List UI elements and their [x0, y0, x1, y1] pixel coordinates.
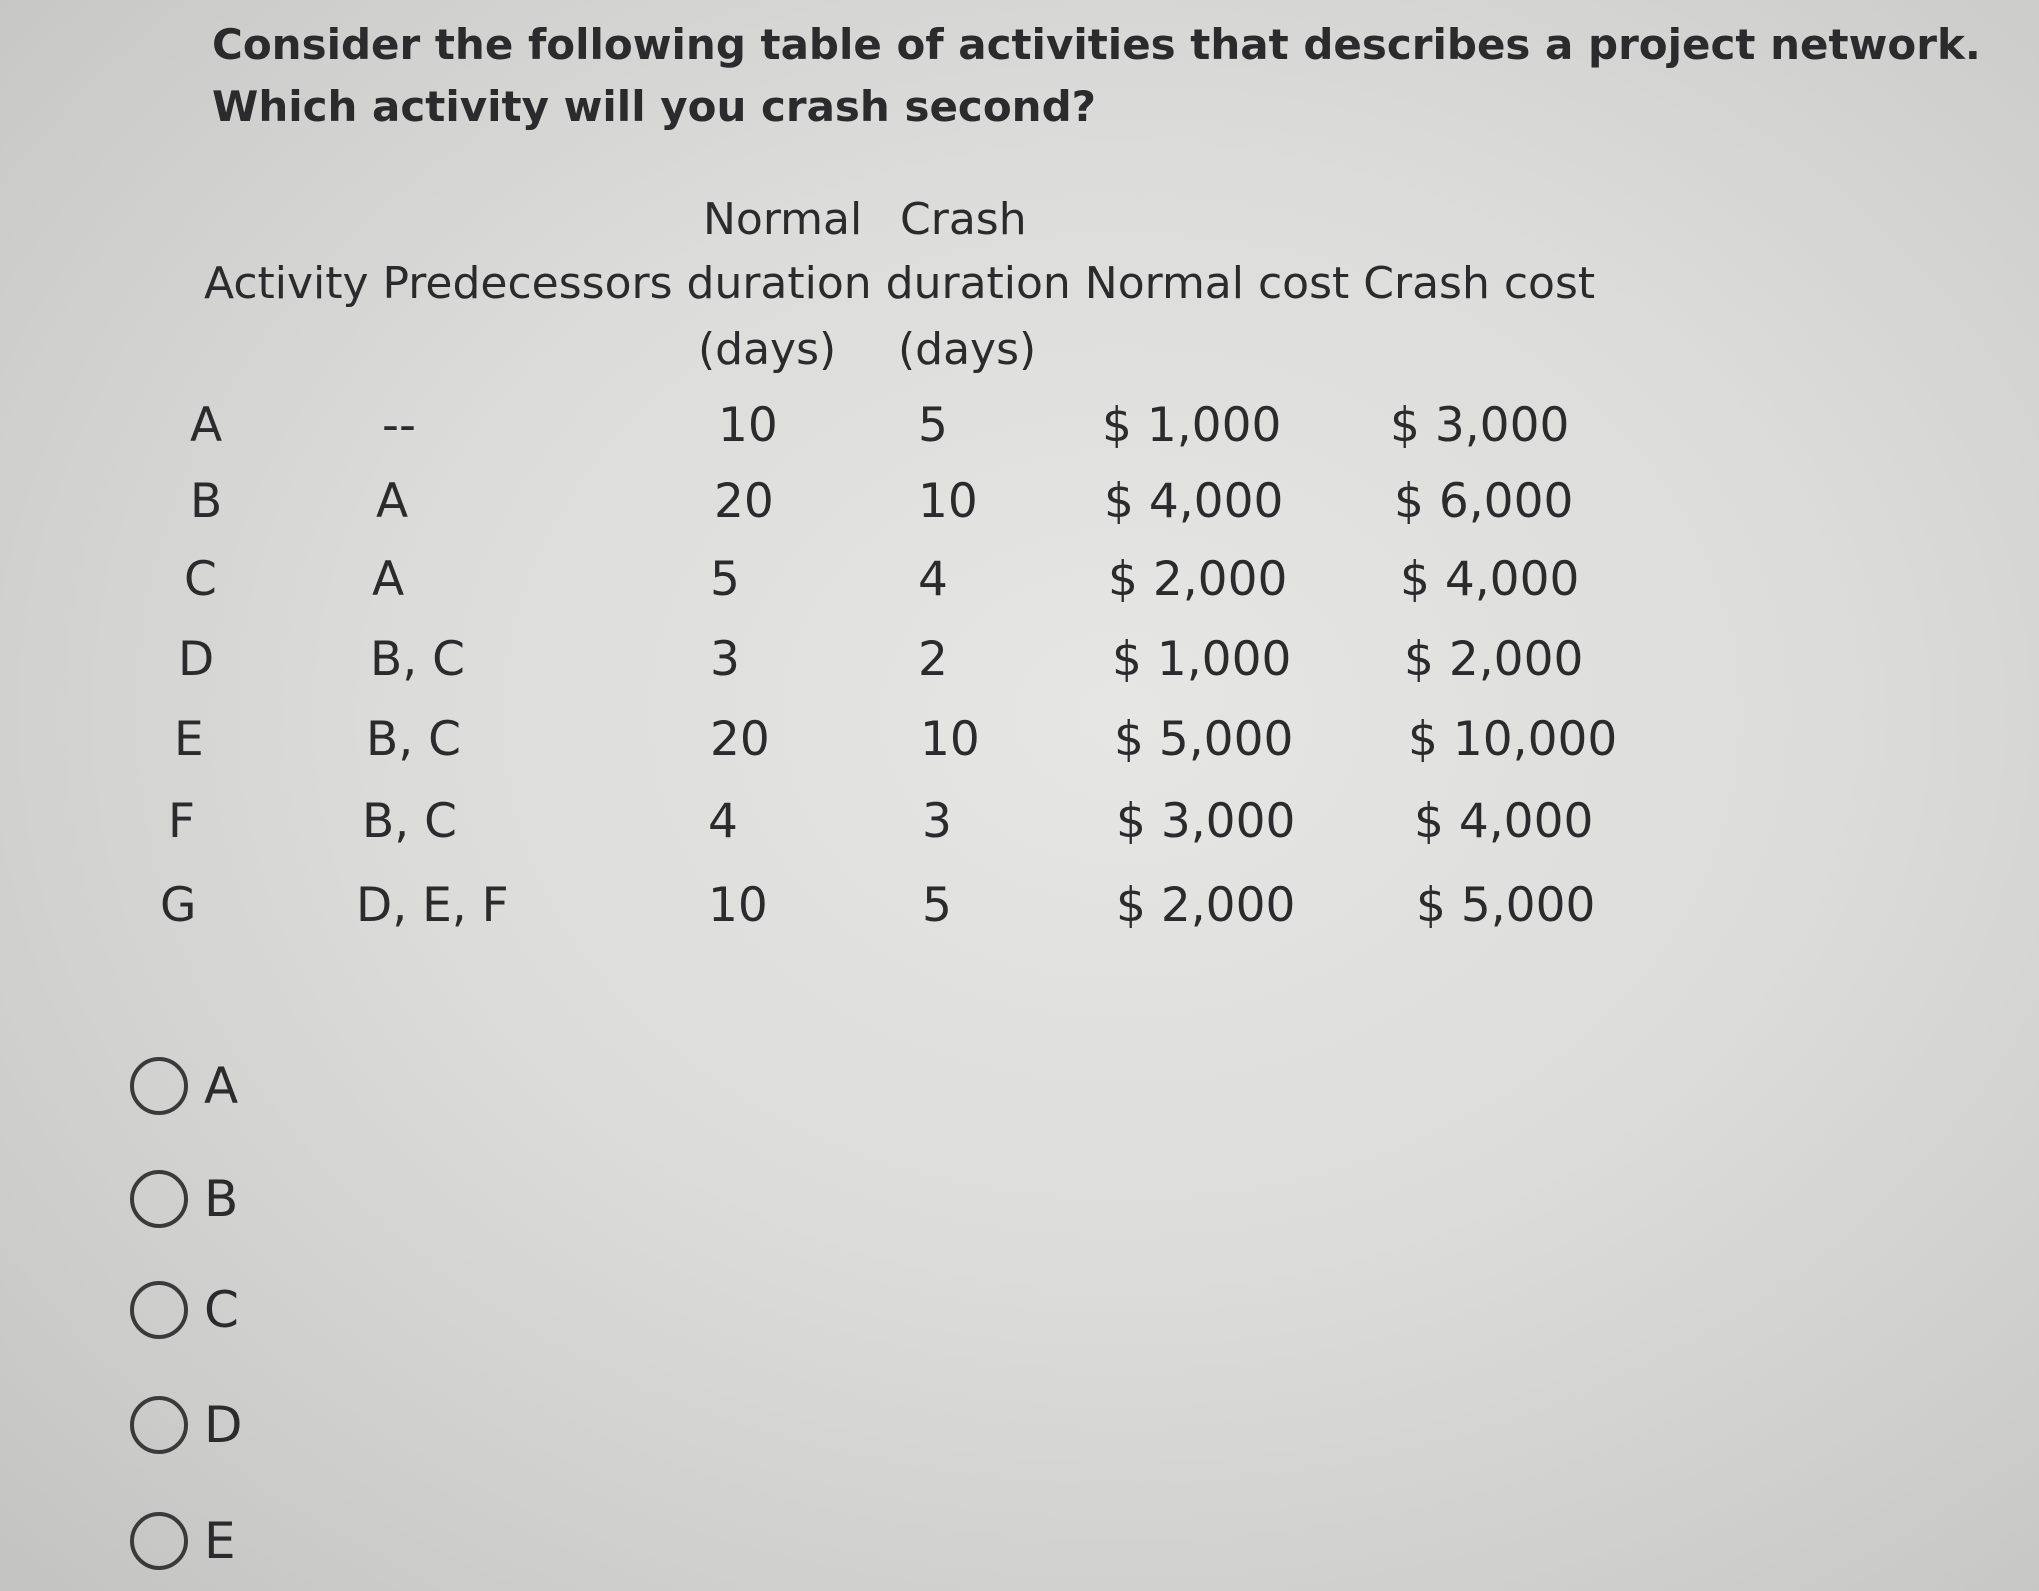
header-normal: Normal	[703, 194, 863, 245]
cell-normal-duration: 10	[718, 398, 778, 453]
cell-normal-cost: $ 2,000	[1108, 552, 1288, 607]
cell-predecessors: B, C	[362, 794, 457, 849]
radio-button[interactable]	[130, 1512, 188, 1570]
cell-crash-cost: $ 10,000	[1408, 712, 1618, 767]
cell-normal-cost: $ 2,000	[1116, 878, 1296, 933]
cell-normal-cost: $ 1,000	[1102, 398, 1282, 453]
cell-crash-duration: 4	[918, 552, 948, 607]
cell-crash-cost: $ 3,000	[1390, 398, 1570, 453]
cell-crash-duration: 10	[920, 712, 980, 767]
cell-activity: C	[184, 552, 217, 607]
cell-activity: E	[174, 712, 204, 767]
cell-crash-cost: $ 4,000	[1414, 794, 1594, 849]
header-normal-units: (days)	[698, 324, 837, 375]
cell-normal-cost: $ 5,000	[1114, 712, 1294, 767]
option-label: B	[204, 1170, 239, 1228]
option-b[interactable]	[130, 1163, 238, 1235]
cell-crash-duration: 5	[918, 398, 948, 453]
cell-normal-duration: 4	[708, 794, 738, 849]
cell-activity: G	[160, 878, 197, 933]
cell-activity: A	[190, 398, 223, 453]
header-crash: Crash	[900, 194, 1027, 245]
cell-crash-cost: $ 2,000	[1404, 632, 1584, 687]
cell-activity: B	[190, 474, 223, 529]
radio-button[interactable]	[130, 1281, 188, 1339]
option-label: A	[204, 1057, 239, 1115]
cell-predecessors: B, C	[366, 712, 461, 767]
option-label: E	[204, 1512, 236, 1570]
cell-activity: D	[178, 632, 215, 687]
cell-predecessors: B, C	[370, 632, 465, 687]
cell-normal-cost: $ 1,000	[1112, 632, 1292, 687]
cell-normal-cost: $ 3,000	[1116, 794, 1296, 849]
question-text: Consider the following table of activities that describes a project network. Which activity will you crash second?	[212, 20, 1981, 131]
cell-crash-duration: 3	[922, 794, 952, 849]
cell-crash-duration: 5	[922, 878, 952, 933]
cell-predecessors: D, E, F	[356, 878, 509, 933]
option-c[interactable]	[130, 1274, 239, 1346]
header-columns: Activity Predecessors duration duration Normal cost Crash cost	[204, 258, 1596, 309]
radio-button[interactable]	[130, 1396, 188, 1454]
cell-activity: F	[168, 794, 196, 849]
option-label: D	[204, 1396, 243, 1454]
option-e[interactable]	[130, 1505, 236, 1577]
cell-crash-duration: 10	[918, 474, 978, 529]
cell-predecessors: A	[376, 474, 409, 529]
radio-button[interactable]	[130, 1170, 188, 1228]
cell-normal-duration: 5	[710, 552, 740, 607]
cell-predecessors: --	[382, 398, 416, 453]
cell-predecessors: A	[372, 552, 405, 607]
cell-normal-duration: 3	[710, 632, 740, 687]
cell-crash-cost: $ 4,000	[1400, 552, 1580, 607]
header-crash-units: (days)	[898, 324, 1037, 375]
cell-crash-cost: $ 6,000	[1394, 474, 1574, 529]
option-label: C	[204, 1281, 239, 1339]
option-a[interactable]	[130, 1050, 238, 1122]
cell-normal-duration: 10	[708, 878, 768, 933]
cell-crash-cost: $ 5,000	[1416, 878, 1596, 933]
cell-normal-duration: 20	[710, 712, 770, 767]
cell-crash-duration: 2	[918, 632, 948, 687]
radio-button[interactable]	[130, 1057, 188, 1115]
cell-normal-duration: 20	[714, 474, 774, 529]
cell-normal-cost: $ 4,000	[1104, 474, 1284, 529]
option-d[interactable]	[130, 1389, 243, 1461]
